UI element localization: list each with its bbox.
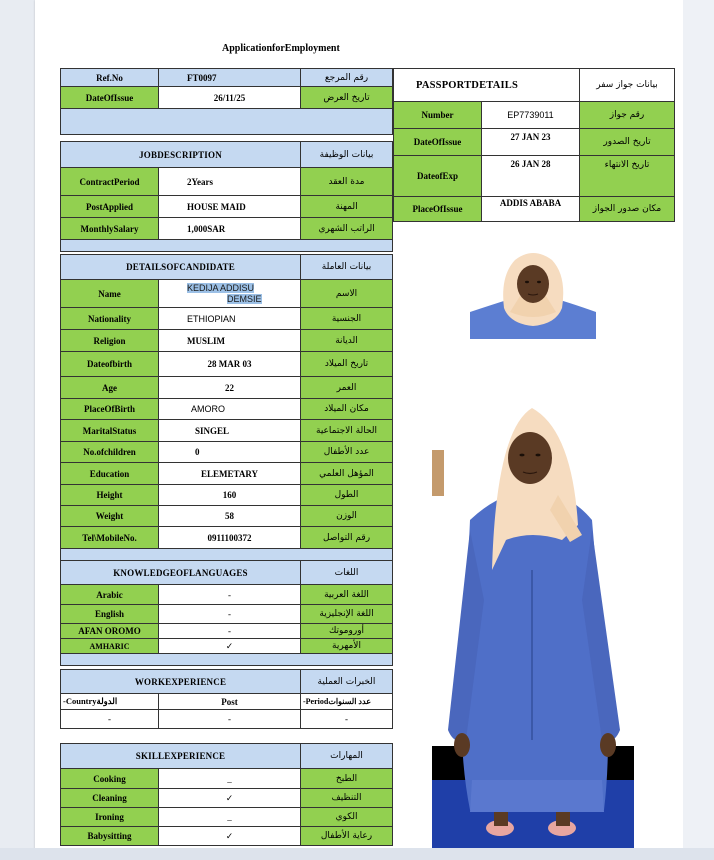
name-label: Name (61, 280, 159, 308)
name-ar: الاسم (301, 280, 393, 308)
job-description-header-ar: بيانات الوظيفة (301, 142, 393, 168)
place-of-birth-ar: مكان الميلاد (301, 399, 393, 420)
passport-number-ar: رقم جواز (580, 102, 675, 129)
marital-status-ar: الحالة الاجتماعية (301, 420, 393, 442)
monthly-salary-ar: الراتب الشهري (301, 218, 393, 240)
dob-ar: تاريخ الميلاد (301, 352, 393, 377)
cooking-value: _ (159, 769, 301, 789)
spacer-row (61, 109, 393, 135)
marital-status-value: SINGEL (159, 420, 301, 442)
cooking-label: Cooking (61, 769, 159, 789)
full-body-photo (432, 400, 634, 848)
children-value: 0 (159, 442, 301, 463)
passport-header: PASSPORTDETAILS (394, 69, 580, 102)
skills-header-ar: المهارات (301, 744, 393, 769)
contract-period-label: ContractPeriod (61, 168, 159, 196)
job-description-header: JOBDESCRIPTION (61, 142, 301, 168)
weight-ar: الوزن (301, 506, 393, 527)
ref-ar: رقم المرجع (301, 69, 393, 87)
place-of-birth-value: AMORO (159, 399, 301, 420)
col-country: -Countryالدولة (61, 694, 159, 710)
weight-label: Weight (61, 506, 159, 527)
passport-exp-label: DateofExp (394, 156, 482, 197)
work-period-value: - (301, 710, 393, 729)
passport-issue-label: DateOfIssue (394, 129, 482, 156)
reference-table (60, 68, 393, 135)
place-of-issue-value: ADDIS ABABA (482, 197, 580, 222)
dob-label: Dateofbirth (61, 352, 159, 377)
nationality-label: Nationality (61, 308, 159, 330)
ironing-value: _ (159, 808, 301, 827)
place-of-issue-label: PlaceOfIssue (394, 197, 482, 222)
mobile-label: Tel\MobileNo. (61, 527, 159, 549)
education-ar: المؤهل العلمي (301, 463, 393, 485)
passport-number-value: EP7739011 (482, 102, 580, 129)
afan-oromo-value: - (159, 624, 301, 639)
education-label: Education (61, 463, 159, 485)
name-line2: DEMSIE (227, 293, 262, 304)
passport-issue-value: 27 JAN 23 (482, 129, 580, 156)
education-value: ELEMETARY (159, 463, 301, 485)
ironing-label: Ironing (61, 808, 159, 827)
cleaning-label: Cleaning (61, 789, 159, 808)
english-ar: اللغة الإنجليزية (301, 605, 393, 624)
job-description-table (60, 141, 393, 252)
skills-table (60, 743, 393, 846)
name-line1: KEDIJA ADDISU (187, 282, 255, 293)
candidate-header: DETAILSOFCANDIDATE (61, 255, 301, 280)
passport-table (393, 68, 675, 222)
passport-header-ar: بيانات جواز سفر (580, 69, 675, 102)
passport-exp-value: 26 JAN 28 (482, 156, 580, 197)
monthly-salary-label: MonthlySalary (61, 218, 159, 240)
religion-ar: الديانة (301, 330, 393, 352)
date-of-issue-value: 26/11/25 (159, 87, 301, 109)
english-value: - (159, 605, 301, 624)
work-experience-header: WORKEXPERIENCE (61, 670, 301, 694)
languages-table (60, 560, 393, 666)
bottom-bar (0, 848, 714, 860)
age-label: Age (61, 377, 159, 399)
scroll-gutter[interactable] (683, 0, 714, 860)
col-period: -Periodعدد السنوات (301, 694, 393, 710)
cleaning-value: ✓ (159, 789, 301, 808)
nationality-ar: الجنسية (301, 308, 393, 330)
work-country-value: - (61, 710, 159, 729)
document-title: ApplicationforEmployment (222, 43, 340, 54)
place-of-issue-ar: مكان صدور الجواز (580, 197, 675, 222)
mobile-value: 0911100372 (159, 527, 301, 549)
candidate-header-ar: بيانات العاملة (301, 255, 393, 280)
amharic-value: ✓ (159, 639, 301, 654)
post-applied-value: HOUSE MAID (159, 196, 301, 218)
spacer-row (61, 240, 393, 252)
afan-oromo-ar: أوروموتك (301, 624, 393, 639)
age-value: 22 (159, 377, 301, 399)
mobile-ar: رقم التواصل (301, 527, 393, 549)
height-ar: الطول (301, 485, 393, 506)
arabic-label: Arabic (61, 585, 159, 605)
children-ar: عدد الأطفال (301, 442, 393, 463)
passport-exp-ar: تاريخ الانتهاء (580, 156, 675, 197)
ironing-ar: الكوي (301, 808, 393, 827)
babysitting-label: Babysitting (61, 827, 159, 846)
amharic-label: AMHARIC (61, 639, 159, 654)
spacer-row (61, 549, 393, 561)
passport-number-label: Number (394, 102, 482, 129)
children-label: No.ofchildren (61, 442, 159, 463)
cooking-ar: الطبخ (301, 769, 393, 789)
religion-label: Religion (61, 330, 159, 352)
height-value: 160 (159, 485, 301, 506)
nationality-value: ETHIOPIAN (159, 308, 301, 330)
height-label: Height (61, 485, 159, 506)
date-of-issue-ar: تاريخ العرض (301, 87, 393, 109)
babysitting-ar: رعاية الأطفال (301, 827, 393, 846)
cleaning-ar: التنظيف (301, 789, 393, 808)
date-of-issue-label: DateOfIssue (61, 87, 159, 109)
work-post-value: - (159, 710, 301, 729)
ref-label: Ref.No (61, 69, 159, 87)
afan-oromo-label: AFAN OROMO (61, 624, 159, 639)
passport-issue-ar: تاريخ الصدور (580, 129, 675, 156)
marital-status-label: MaritalStatus (61, 420, 159, 442)
portrait-photo (470, 246, 596, 339)
work-experience-table (60, 669, 393, 729)
weight-value: 58 (159, 506, 301, 527)
arabic-value: - (159, 585, 301, 605)
religion-value: MUSLIM (159, 330, 301, 352)
candidate-table (60, 254, 393, 561)
dob-value: 28 MAR 03 (159, 352, 301, 377)
arabic-ar: اللغة العربية (301, 585, 393, 605)
work-experience-header-ar: الخبرات العملية (301, 670, 393, 694)
contract-period-value: 2Years (159, 168, 301, 196)
languages-header-ar: اللغات (301, 561, 393, 585)
languages-header: KNOWLEDGEOFLANGUAGES (61, 561, 301, 585)
place-of-birth-label: PlaceOfBirth (61, 399, 159, 420)
col-post: Post (159, 694, 301, 710)
spacer-row (61, 654, 393, 666)
english-label: English (61, 605, 159, 624)
babysitting-value: ✓ (159, 827, 301, 846)
post-applied-label: PostApplied (61, 196, 159, 218)
ref-value: FT0097 (159, 69, 301, 87)
skills-header: SKILLEXPERIENCE (61, 744, 301, 769)
contract-period-ar: مدة العقد (301, 168, 393, 196)
amharic-ar: الأمهرية (301, 639, 393, 654)
age-ar: العمر (301, 377, 393, 399)
monthly-salary-value: 1,000SAR (159, 218, 301, 240)
post-applied-ar: المهنة (301, 196, 393, 218)
